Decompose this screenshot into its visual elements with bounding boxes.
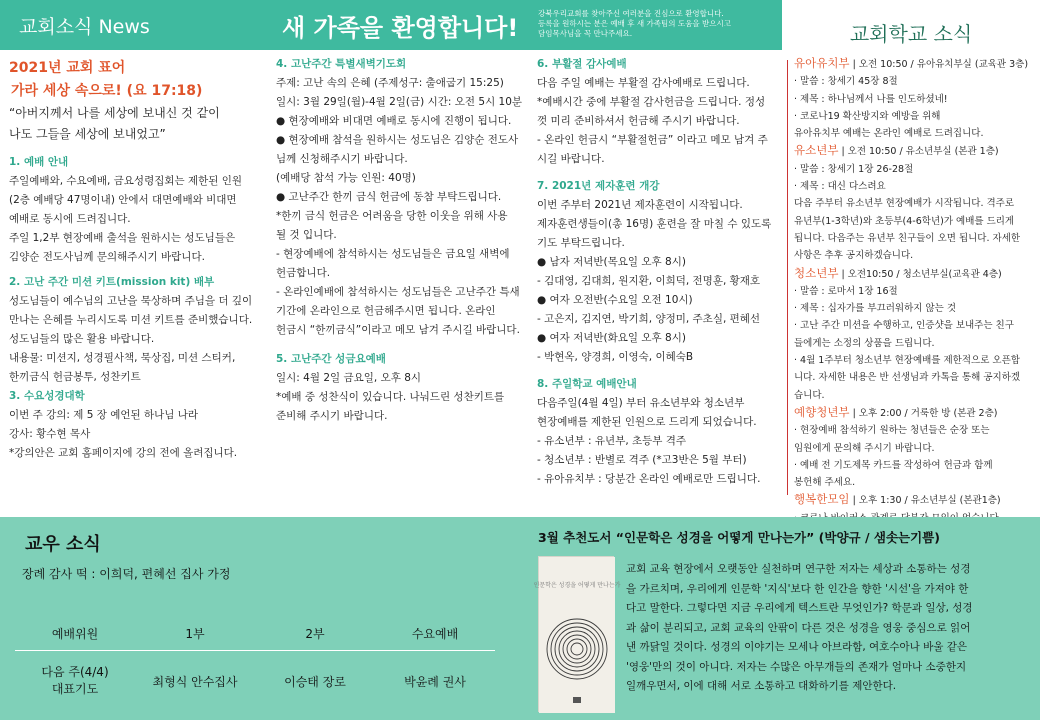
text-line: · 예배 전 기도제목 카드를 작성하여 헌금과 함께 <box>794 459 993 471</box>
text-line: 헌금시 “한끼금식”이라고 메모 남겨 주시길 바랍니다. <box>276 324 520 336</box>
welcome-note-line: 담임목사님을 꼭 만나주세요. <box>538 29 633 38</box>
row-label-line: 다음 주(4/4) <box>41 665 109 679</box>
text-line: 주제: 고난 속의 은혜 (주제성구: 출애굽기 15:25) <box>276 77 504 89</box>
section-title: 2. 고난 주간 미션 키트(mission kit) 배부 <box>9 276 215 288</box>
table-row-label <box>15 664 135 698</box>
text-line: 껏 미리 준비하셔서 헌금해 주시기 바랍니다. <box>537 115 740 127</box>
table-header-cell: 2부 <box>305 627 325 641</box>
text-line: 이번 주 강의: 제 5 장 예언된 하나님 나라 <box>9 409 199 421</box>
text-line: *예배시간 중에 부활절 감사헌금을 드립니다. 정성 <box>537 96 766 108</box>
table-cell: 최형식 안수집사 <box>152 674 238 689</box>
table-header-cell: 예배위원 <box>51 627 99 641</box>
text-line: 다음주일(4월 4일) 부터 유소년부와 청소년부 <box>537 397 745 409</box>
member-news-title: 교우 소식 <box>25 534 101 555</box>
text-line: · 현장예배 참석하기 원하는 청년들은 순장 또는 <box>794 425 990 437</box>
text-line: 과 삶이 분리되고, 교회 교육의 안팎이 다른 것은 성경을 영웅 중심으로 읽어 <box>626 621 971 634</box>
page-title: 새 가족을 환영합니다! <box>282 14 519 42</box>
year-motto: 가라 세상 속으로! (요 17:18) <box>11 83 203 99</box>
text-line: - 청소년부 : 반별로 격주 (*고3반은 5월 부터) <box>537 454 747 466</box>
text-line: 만나는 은혜를 누리시도록 미션 키트를 준비했습니다. <box>9 314 253 326</box>
text-line: 기간에 온라인으로 헌금해주시면 됩니다. 온라인 <box>276 305 496 317</box>
text-line: *예배 중 성찬식이 있습니다. 나눠드린 성찬키트를 <box>276 391 505 403</box>
text-line: · 제목 : 하나님께서 나를 인도하셨네! <box>794 93 948 105</box>
text-line: 사항은 추후 공지하겠습니다. <box>794 250 914 262</box>
table-header-cell: 수요예배 <box>411 627 459 641</box>
motto-quote-line: “아버지께서 나를 세상에 보내신 것 같이 <box>9 106 220 120</box>
table-header-cell: 1부 <box>185 627 205 641</box>
table-cell: 이승태 장로 <box>284 674 346 689</box>
table-cell: 박윤례 권사 <box>404 674 466 689</box>
book-cover-image <box>533 556 621 712</box>
member-news-text: 장례 감사 떡 : 이희덕, 편혜선 집사 가정 <box>22 567 231 581</box>
text-line: 낸 까닭일 것이다. 성경의 이야기는 모세나 아브라함, 여호수아나 바울 같은 <box>626 641 968 653</box>
column-3 <box>537 55 777 489</box>
text-line: · 제목 : 대신 다스려요 <box>794 181 886 193</box>
text-line: ● 현장예배와 비대면 예배로 동시에 진행이 됩니다. <box>276 115 512 127</box>
text-line: · 고난 주간 미션을 수행하고, 인증샷을 보내주는 친구 <box>794 320 1014 332</box>
text-line: *한끼 금식 헌금은 어려움을 당한 이웃을 위해 사용 <box>276 210 508 222</box>
text-line: 님께 신청해주시기 바랍니다. <box>276 153 408 165</box>
section-title: 7. 2021년 제자훈련 개강 <box>537 180 660 192</box>
book-cover-title: 인문학은 성경을 어떻게 만나는가 <box>533 582 621 589</box>
text-line: ● 고난주간 한끼 금식 헌금에 동참 부탁드립니다. <box>276 191 502 203</box>
text-line: 내용물: 미션지, 성경필사책, 묵상집, 미션 스티커, <box>9 352 236 364</box>
section-title: 8. 주일학교 예배안내 <box>537 378 637 390</box>
group-info: | 오전 10:50 / 유소년부실 (본관 1층) <box>838 146 999 158</box>
section-title: 5. 고난주간 성금요예배 <box>276 353 386 365</box>
section-title: 1. 예배 안내 <box>9 156 69 168</box>
text-line: - 박현옥, 양경희, 이영숙, 이혜숙B <box>537 351 694 363</box>
text-line: 임원에게 문의해 주시기 바랍니다. <box>794 442 935 454</box>
text-line: 됩니다. 다음주는 유년부 친구들이 오면 됩니다. 자세한 <box>794 232 1021 244</box>
group-name: 행복한모임 <box>794 492 850 507</box>
text-line: 강사: 황수현 목사 <box>9 428 91 440</box>
group-info: | 오후 2:00 / 거룩한 방 (본관 2층) <box>849 407 998 419</box>
section-title: 3. 수요성경대학 <box>9 390 85 402</box>
group-name: 예향청년부 <box>794 404 850 419</box>
group-name: 청소년부 <box>794 265 839 280</box>
welcome-note-line: 등록을 원하시는 분은 예배 후 새 가족팀의 도움을 받으시고 <box>538 19 731 28</box>
text-line: 성도님들의 많은 활용 바랍니다. <box>9 333 155 345</box>
motto-quote-line: 나도 그들을 세상에 보내었고” <box>9 127 166 141</box>
text-line: · 제목 : 십자가를 부끄러워하지 않는 것 <box>794 303 956 315</box>
text-line: ● 남자 저녁반(목요일 오후 8시) <box>537 256 686 268</box>
text-line: (예배당 참석 가능 인원: 40명) <box>276 172 416 184</box>
welcome-note <box>538 9 768 39</box>
welcome-note-line: 강북우리교회를 찾아주신 여러분을 진심으로 환영합니다. <box>538 9 724 18</box>
book-recommendation-title: 3월 추천도서 “인문학은 성경을 어떻게 만나는가” (박양규 / 샘솟는기쁨) <box>538 530 940 545</box>
text-line: '영웅'만의 것이 아니다. 저자는 수많은 아무개들의 존재가 얼마나 소중한지 <box>626 660 967 673</box>
group-info: | 오전 10:50 / 유아유치부실 (교육관 3층) <box>849 59 1029 70</box>
text-line: 김양순 전도사님께 문의해주시기 바랍니다. <box>9 251 205 263</box>
section-title: 4. 고난주간 특별새벽기도회 <box>276 58 407 70</box>
text-line: 유아유치부 예배는 온라인 예배로 드려집니다. <box>794 128 984 140</box>
text-line: 현장예배를 제한된 인원으로 드리게 되었습니다. <box>537 416 757 428</box>
worship-duty-table <box>15 617 495 711</box>
text-line: 이번 주부터 2021년 제자훈련이 시작됩니다. <box>537 199 743 211</box>
group-info: | 오후 1:30 / 유소년부실 (본관1층) <box>849 495 1001 507</box>
column-2 <box>276 55 531 426</box>
text-line: · 말씀 : 창세기 1장 26-28절 <box>794 163 914 175</box>
text-line: · 말씀 : 창세기 45장 8절 <box>794 76 898 88</box>
text-line: 예배로 동시에 드려집니다. <box>9 213 131 225</box>
text-line: 성도님들이 예수님의 고난을 묵상하며 주님을 더 깊이 <box>9 295 253 307</box>
text-line: 헌금합니다. <box>276 267 331 279</box>
text-line: ● 여자 오전반(수요일 오전 10시) <box>537 294 693 306</box>
text-line: (2층 예배당 47명이내) 안에서 대면예배와 비대면 <box>9 194 237 206</box>
text-line: 주일예배와, 수요예배, 금요성령집회는 제한된 인원 <box>9 175 243 187</box>
text-line: 다고 말한다. 그렇다면 지금 우리에게 텍스트란 무엇인가? 학문과 일상, 성경 <box>626 602 973 614</box>
text-line: 주일 1,2부 현장예배 출석을 원하시는 성도님들은 <box>9 232 236 244</box>
text-line: - 유아유치부 : 당분간 온라인 예배로만 드립니다. <box>537 473 761 485</box>
text-line: 다음 주일 예배는 부활절 감사예배로 드립니다. <box>537 77 750 89</box>
row-label-line: 대표기도 <box>51 682 99 696</box>
text-line: 들에게는 소정의 상품을 드립니다. <box>794 337 935 349</box>
text-line: 습니다. <box>794 389 825 401</box>
book-description <box>626 560 1030 697</box>
text-line: · 말씀 : 로마서 1장 16절 <box>794 285 898 297</box>
text-line: 일시: 3월 29일(월)-4월 2일(금) 시간: 오전 5시 10분 <box>276 96 523 108</box>
text-line: *강의안은 교회 홈페이지에 강의 전에 올려집니다. <box>9 447 238 459</box>
text-line: - 온라인 헌금시 “부활절헌금” 이라고 메모 남겨 주 <box>537 134 768 146</box>
column-divider <box>787 60 788 495</box>
book-cover-art <box>533 557 621 713</box>
school-news-title: 교회학교 소식 <box>849 22 973 46</box>
text-line: - 고은지, 김지연, 박기희, 양정미, 주초실, 편혜선 <box>537 313 761 325</box>
text-line: ● 여자 저녁반(화요일 오후 8시) <box>537 332 686 344</box>
text-line: 유년부(1-3학년)와 초등부(4-6학년)가 예배를 드리게 <box>794 215 1015 227</box>
text-line: ● 현장예배 참석을 원하시는 성도님은 김양순 전도사 <box>276 134 519 146</box>
column-1 <box>9 57 264 463</box>
group-info: | 오전10:50 / 청소년부실(교육관 4층) <box>838 268 1002 280</box>
text-line: · 코로나19 확산방지와 예방을 위해 <box>794 110 941 122</box>
text-line: - 유소년부 : 유년부, 초등부 격주 <box>537 435 687 447</box>
text-line: - 온라인예배에 참석하시는 성도님들은 고난주간 특새 <box>276 286 520 298</box>
text-line: 준비해 주시기 바랍니다. <box>276 410 388 422</box>
year-motto-title: 2021년 교회 표어 <box>9 60 126 76</box>
text-line: 일깨우면서, 이에 대해 서로 소통하고 대화하기를 제안한다. <box>626 680 897 692</box>
text-line: 일시: 4월 2일 금요일, 오후 8시 <box>276 372 422 384</box>
text-line: 니다. 자세한 내용은 반 선생님과 카톡을 통해 공지하겠 <box>794 372 1021 384</box>
section-title: 6. 부활절 감사예배 <box>537 58 627 70</box>
text-line: 시길 바랍니다. <box>537 153 605 165</box>
text-line: 을 가르치며, 우리에게 인문학 '지식'보다 한 인간을 향한 '시선'을 가져야 한 <box>626 582 969 595</box>
text-line: 기도 부탁드립니다. <box>537 237 625 249</box>
text-line: - 김대영, 김대희, 원지환, 이희덕, 전명훈, 황재호 <box>537 275 761 287</box>
text-line: · 4월 1주부터 청소년부 현장예배를 제한적으로 오픈합 <box>794 355 1020 367</box>
text-line: 봉헌해 주세요. <box>794 477 856 489</box>
text-line: 교회 교육 현장에서 오랫동안 실천하며 연구한 저자는 세상과 소통하는 성경 <box>626 563 971 575</box>
table-header-row <box>15 617 495 651</box>
group-name: 유아유치부 <box>794 56 850 70</box>
church-school-column <box>794 55 1034 527</box>
text-line: 다음 주부터 유소년부 현장예배가 시작됩니다. 격주로 <box>794 198 1015 210</box>
text-line: 제자훈련생들이(총 16명) 훈련을 잘 마칠 수 있도록 <box>537 218 772 230</box>
group-name: 유소년부 <box>794 143 839 158</box>
text-line: 될 것 입니다. <box>276 229 337 241</box>
text-line: - 현장예배에 참석하시는 성도님들은 금요일 새벽에 <box>276 248 510 260</box>
news-label: 교회소식 News <box>19 16 150 38</box>
text-line: 한끼금식 헌금봉투, 성찬키트 <box>9 371 141 383</box>
table-row <box>15 651 495 711</box>
